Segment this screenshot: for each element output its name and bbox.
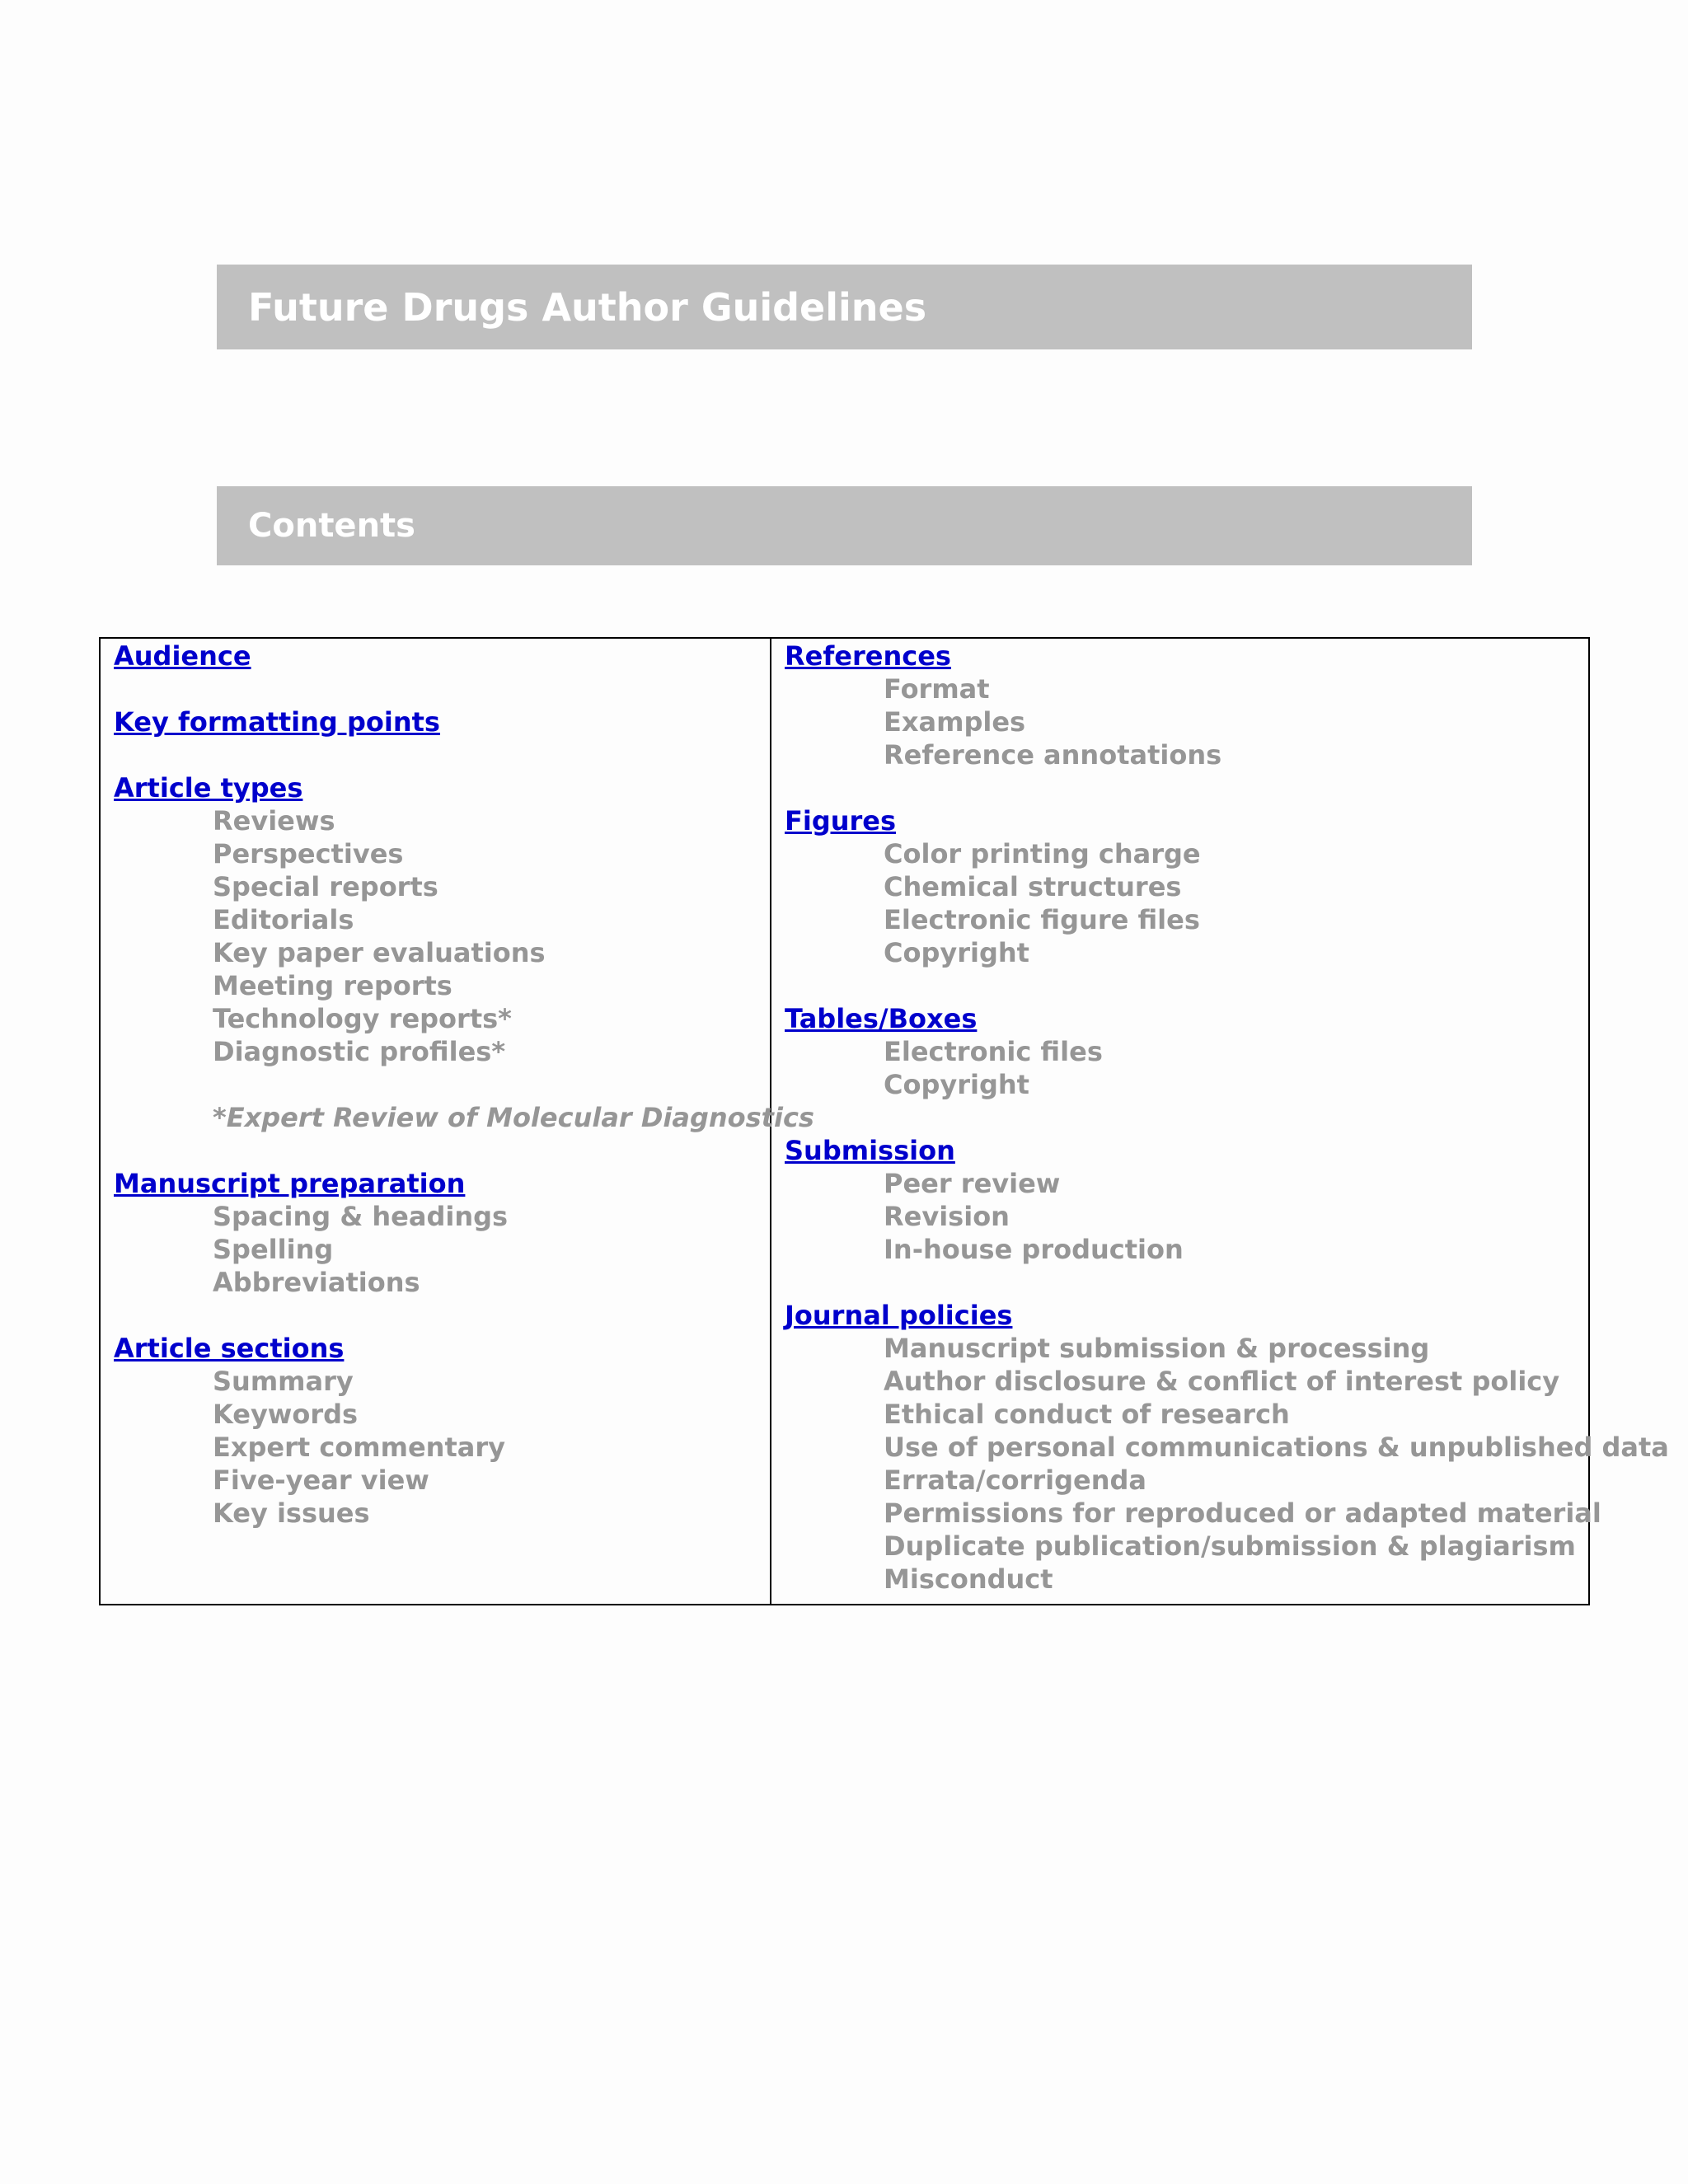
- section-spacer: [785, 1101, 1669, 1134]
- section-spacer: [114, 673, 757, 705]
- toc-subitem-meeting-reports: Meeting reports: [213, 970, 452, 1001]
- toc-section-heading: [114, 1167, 757, 1200]
- toc-subitem-errata-corrigenda: Errata/corrigenda: [884, 1465, 1146, 1496]
- toc-section-heading: [785, 640, 1669, 673]
- toc-link-manuscript-preparation[interactable]: Manuscript preparation: [114, 1168, 466, 1199]
- toc-subitem-manuscript-submission-processing: Manuscript submission & processing: [884, 1333, 1430, 1364]
- toc-subitem-chemical-structures: Chemical structures: [884, 871, 1182, 902]
- toc-link-article-sections[interactable]: Article sections: [114, 1333, 345, 1364]
- toc-footnote: *Expert Review of Molecular Diagnostics: [213, 1102, 814, 1133]
- toc-subitem-misconduct: Misconduct: [884, 1563, 1053, 1595]
- toc-subitem-electronic-figure-files: Electronic figure files: [884, 904, 1200, 935]
- page-title: Future Drugs Author Guidelines: [248, 284, 927, 330]
- section-spacer: [785, 771, 1669, 804]
- toc-subitem-diagnostic-profiles: Diagnostic profiles*: [213, 1036, 506, 1067]
- toc-subitem-perspectives: Perspectives: [213, 838, 404, 869]
- toc-link-references[interactable]: References: [785, 640, 951, 672]
- toc-section-heading: [114, 640, 757, 673]
- toc-link-tables-boxes[interactable]: Tables/Boxes: [785, 1003, 978, 1034]
- toc-subitem-color-printing-charge: Color printing charge: [884, 838, 1201, 869]
- toc-subitem-key-issues: Key issues: [213, 1497, 370, 1529]
- section-spacer: [114, 1134, 757, 1167]
- toc-subitem-spacing-headings: Spacing & headings: [213, 1201, 509, 1232]
- toc-subitem-use-of-personal-communications-unpublished-data: Use of personal communications & unpublished data: [884, 1432, 1669, 1463]
- toc-subitem-spelling: Spelling: [213, 1234, 334, 1265]
- toc-subitem-key-paper-evaluations: Key paper evaluations: [213, 937, 546, 968]
- toc-subitem-technology-reports: Technology reports*: [213, 1003, 512, 1034]
- toc-section-heading: [785, 1002, 1669, 1035]
- toc-subitem-special-reports: Special reports: [213, 871, 438, 902]
- section-spacer: [785, 969, 1669, 1002]
- toc-link-audience[interactable]: Audience: [114, 640, 251, 672]
- contents-banner: [217, 486, 1472, 565]
- toc-subitem-electronic-files: Electronic files: [884, 1036, 1103, 1067]
- toc-subitem-revision: Revision: [884, 1201, 1010, 1232]
- toc-right-column: [771, 639, 1682, 1604]
- section-spacer: [114, 738, 757, 771]
- section-spacer: [785, 1266, 1669, 1299]
- toc-subitem-examples: Examples: [884, 706, 1026, 738]
- toc-subitem-author-disclosure-conflict-of-interest-policy: Author disclosure & conflict of interest policy: [884, 1366, 1560, 1397]
- toc-subitem-reviews: Reviews: [213, 805, 335, 837]
- toc-link-key-formatting-points[interactable]: Key formatting points: [114, 706, 440, 738]
- toc-subitem-copyright: Copyright: [884, 1069, 1029, 1100]
- note-spacer: [114, 1068, 757, 1101]
- toc-subitem-copyright: Copyright: [884, 937, 1029, 968]
- toc-subitem-keywords: Keywords: [213, 1399, 359, 1430]
- toc-subitem-reference-annotations: Reference annotations: [884, 739, 1222, 771]
- toc-section-heading: [785, 1299, 1669, 1332]
- toc-section-heading: [785, 1134, 1669, 1167]
- toc-subitem-format: Format: [884, 673, 990, 705]
- contents-table: [99, 637, 1669, 1605]
- toc-link-figures[interactable]: Figures: [785, 805, 897, 837]
- contents-heading: Contents: [248, 507, 415, 545]
- toc-subitem-five-year-view: Five-year view: [213, 1465, 429, 1496]
- toc-subitem-ethical-conduct-of-research: Ethical conduct of research: [884, 1399, 1290, 1430]
- toc-link-journal-policies[interactable]: Journal policies: [785, 1300, 1013, 1331]
- toc-left-column: [101, 639, 814, 1604]
- toc-section-heading: [114, 1332, 757, 1365]
- toc-subitem-peer-review: Peer review: [884, 1168, 1061, 1199]
- toc-subitem-summary: Summary: [213, 1366, 354, 1397]
- title-banner: [217, 265, 1472, 349]
- toc-subitem-editorials: Editorials: [213, 904, 354, 935]
- toc-subitem-expert-commentary: Expert commentary: [213, 1432, 505, 1463]
- toc-section-heading: [114, 771, 757, 804]
- toc-subitem-duplicate-publication-submission-plagiarism: Duplicate publication/submission & plagiarism: [884, 1530, 1576, 1562]
- toc-section-heading: [785, 804, 1669, 837]
- toc-section-heading: [114, 705, 757, 738]
- toc-subitem-permissions-for-reproduced-or-adapted-material: Permissions for reproduced or adapted material: [884, 1497, 1601, 1529]
- toc-link-submission[interactable]: Submission: [785, 1135, 955, 1166]
- section-spacer: [114, 1299, 757, 1332]
- toc-subitem-in-house-production: In-house production: [884, 1234, 1184, 1265]
- toc-link-article-types[interactable]: Article types: [114, 772, 303, 804]
- toc-subitem-abbreviations: Abbreviations: [213, 1267, 420, 1298]
